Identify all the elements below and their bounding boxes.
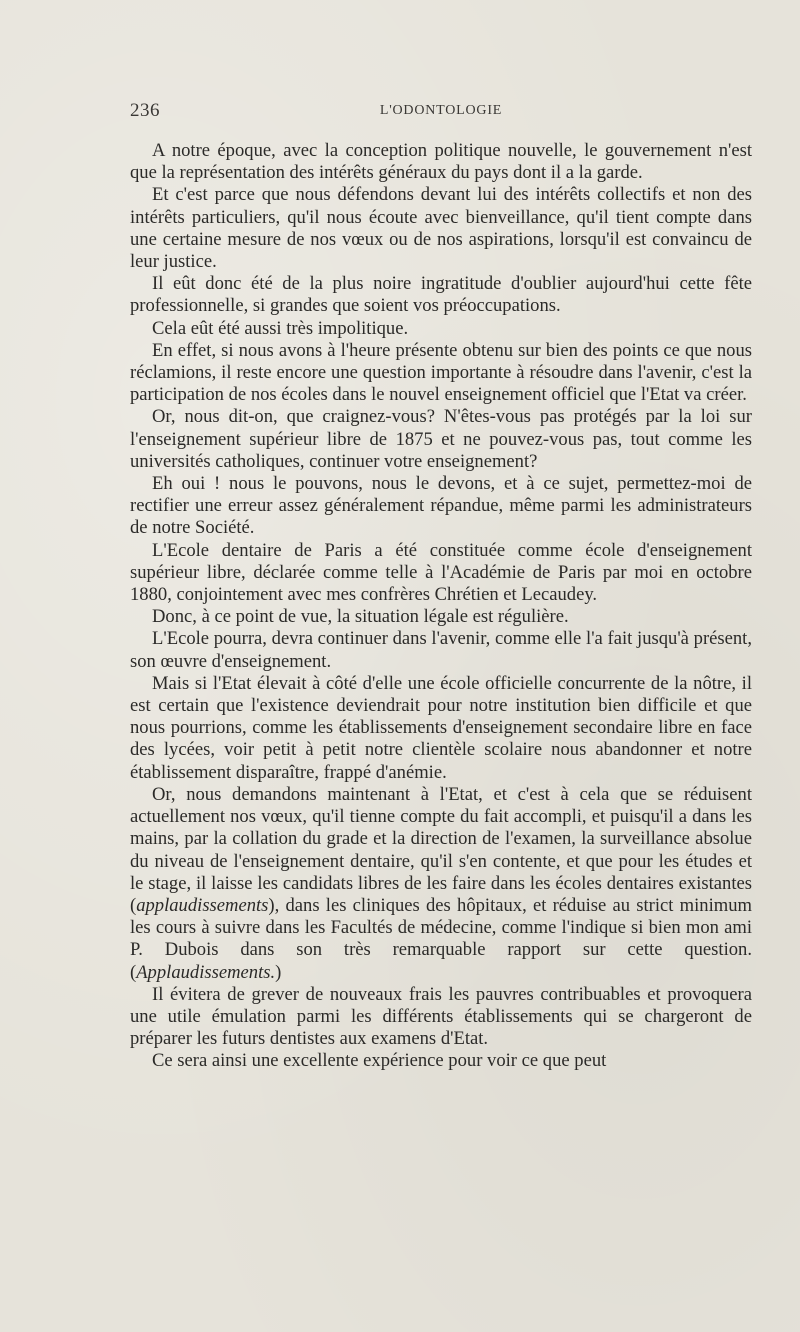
paragraph: L'Ecole pourra, devra continuer dans l'avenir, comme elle l'a fait jusqu'à présent, son œuvre d'enseignement. [130,628,752,672]
paragraph: En effet, si nous avons à l'heure présente obtenu sur bien des points ce que nous réclamions, il reste encore une question importante à résoudre dans l'avenir, c'est la participation de nos écoles dans le nouvel enseignement officiel que l'Etat va créer. [130,339,752,406]
paragraph: Or, nous dit-on, que craignez-vous? N'êtes-vous pas protégés par la loi sur l'enseignement supérieur libre de 1875 et ne pouvez-vous pas, tout comme les universités catholiques, continuer votre enseignement? [130,406,752,472]
page-number: 236 [130,100,160,121]
body-text [130,140,752,1073]
applause-note: applaudissements [136,894,269,916]
paragraph: Il évitera de grever de nouveaux frais les pauvres contribuables et provoquera une utile émulation parmi les différents établissements qui se chargeront de préparer les futurs dentistes aux examens d'Etat. [130,983,752,1050]
paragraph: Donc, à ce point de vue, la situation légale est régulière. [152,606,569,628]
paragraph-text: ), dans les cliniques des hôpitaux, et réduise au strict minimum les cours à suivre dans les Facultés de médecine, comme l'indique si bien mon ami P. Dubois dans son très remarquable rapport sur cette question. ( [130,894,752,983]
paragraph [130,784,752,984]
paragraph: Mais si l'Etat élevait à côté d'elle une école officielle concurrente de la nôtre, il est certain que l'existence deviendrait pour notre institution bien difficile et que nous pourrions, comme les établissements d'enseignement secondaire libre en face des lycées, voir petit à petit notre clientèle scolaire nous abandonner et notre établissement disparaître, frappé d'anémie. [130,672,752,783]
page-header [130,100,752,126]
applause-note: Applaudissements. [136,961,276,983]
running-title: L'ODONTOLOGIE [379,103,503,118]
paragraph: Cela eût été aussi très impolitique. [152,317,409,339]
paragraph: Et c'est parce que nous défendons devant lui des intérêts collectifs et non des intérêts particuliers, qu'il nous écoute avec bienveillance, qu'il tient compte dans une certaine mesure de nos vœux ou de nos aspirations, lorsqu'il est convaincu de leur justice. [130,184,752,273]
paragraph: Ce sera ainsi une excellente expérience pour voir ce que peut [152,1050,607,1072]
paragraph-text: Or, nous demandons maintenant à l'Etat, et c'est à cela que se réduisent actuellement nos vœux, qu'il tienne compte du fait accompli, et puisqu'il a dans les mains, par la collation du grade et la direction de l'examen, la surveillance absolue du niveau de l'enseignement dentaire, qu'il s'en contente, et que pour les études et le stage, il laisse les candidats libres de les faire dans les écoles dentaires existantes ( [130,783,752,916]
paragraph: Eh oui ! nous le pouvons, nous le devons, et à ce sujet, permettez-moi de rectifier une erreur assez généralement répandue, même parmi les administrateurs de notre Société. [130,473,752,539]
paragraph-text: ) [275,961,282,983]
paragraph: Il eût donc été de la plus noire ingratitude d'oublier aujourd'hui cette fête professionnelle, si grandes que soient vos préoccupations. [130,273,752,317]
paragraph: L'Ecole dentaire de Paris a été constituée comme école d'enseignement supérieur libre, déclarée comme telle à l'Académie de Paris par moi en octobre 1880, conjointement avec mes confrères Chrétien et Lecaudey. [130,539,752,606]
paragraph: A notre époque, avec la conception politique nouvelle, le gouvernement n'est que la représentation des intérêts généraux du pays dont il a la garde. [130,140,752,184]
